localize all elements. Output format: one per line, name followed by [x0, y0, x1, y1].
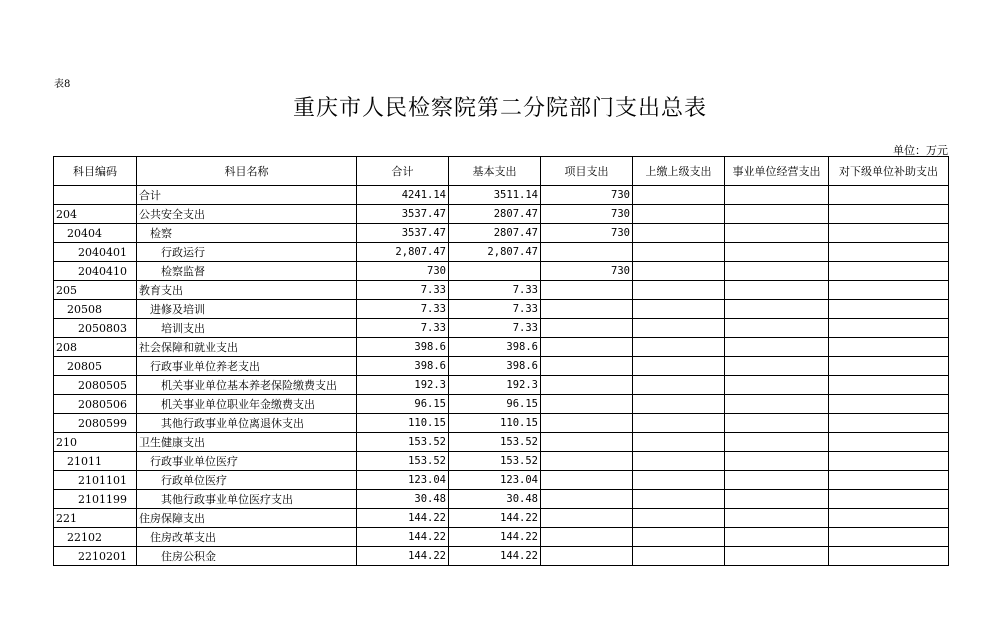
- cell-code: 20805: [54, 357, 137, 376]
- cell-subsidy: [829, 281, 949, 300]
- cell-business: [725, 547, 829, 566]
- cell-basic: 144.22: [449, 509, 541, 528]
- table-row: [54, 338, 949, 357]
- cell-upper: [633, 528, 725, 547]
- cell-code: 2080505: [54, 376, 137, 395]
- cell-business: [725, 471, 829, 490]
- cell-subsidy: [829, 528, 949, 547]
- table-row: [54, 357, 949, 376]
- cell-project: [541, 338, 633, 357]
- cell-subsidy: [829, 471, 949, 490]
- cell-project: [541, 300, 633, 319]
- cell-business: [725, 376, 829, 395]
- cell-business: [725, 281, 829, 300]
- cell-total: 144.22: [357, 509, 449, 528]
- cell-name: 行政运行: [137, 243, 357, 262]
- table-row: [54, 547, 949, 566]
- cell-subsidy: [829, 452, 949, 471]
- cell-project: [541, 528, 633, 547]
- cell-code: 2040401: [54, 243, 137, 262]
- cell-total: 153.52: [357, 452, 449, 471]
- cell-business: [725, 357, 829, 376]
- col-header-subsidy: 对下级单位补助支出: [829, 157, 949, 186]
- unit-label: 单位：万元: [893, 144, 948, 157]
- table-row: [54, 414, 949, 433]
- cell-name: 住房保障支出: [137, 509, 357, 528]
- cell-code: 204: [54, 205, 137, 224]
- cell-total: 123.04: [357, 471, 449, 490]
- cell-basic: 153.52: [449, 433, 541, 452]
- cell-upper: [633, 338, 725, 357]
- cell-subsidy: [829, 186, 949, 205]
- cell-total: 7.33: [357, 281, 449, 300]
- cell-code: 2101199: [54, 490, 137, 509]
- cell-business: [725, 186, 829, 205]
- page-title: 重庆市人民检察院第二分院部门支出总表: [292, 96, 707, 121]
- cell-upper: [633, 395, 725, 414]
- cell-basic: 7.33: [449, 300, 541, 319]
- cell-total: 4241.14: [357, 186, 449, 205]
- cell-basic: 398.6: [449, 338, 541, 357]
- cell-subsidy: [829, 414, 949, 433]
- cell-total: 144.22: [357, 547, 449, 566]
- cell-total: 398.6: [357, 338, 449, 357]
- cell-name: 检察: [137, 224, 357, 243]
- cell-subsidy: [829, 509, 949, 528]
- cell-upper: [633, 414, 725, 433]
- cell-business: [725, 433, 829, 452]
- cell-name: 社会保障和就业支出: [137, 338, 357, 357]
- cell-name: 住房公积金: [137, 547, 357, 566]
- cell-name: 行政事业单位养老支出: [137, 357, 357, 376]
- cell-name: 进修及培训: [137, 300, 357, 319]
- cell-business: [725, 262, 829, 281]
- cell-business: [725, 338, 829, 357]
- cell-name: 卫生健康支出: [137, 433, 357, 452]
- cell-upper: [633, 186, 725, 205]
- cell-total: 7.33: [357, 319, 449, 338]
- cell-basic: 7.33: [449, 319, 541, 338]
- cell-upper: [633, 547, 725, 566]
- cell-total: 96.15: [357, 395, 449, 414]
- cell-subsidy: [829, 224, 949, 243]
- cell-subsidy: [829, 243, 949, 262]
- cell-upper: [633, 357, 725, 376]
- cell-business: [725, 395, 829, 414]
- cell-upper: [633, 243, 725, 262]
- cell-name: 培训支出: [137, 319, 357, 338]
- cell-business: [725, 243, 829, 262]
- cell-project: [541, 281, 633, 300]
- cell-subsidy: [829, 300, 949, 319]
- cell-subsidy: [829, 490, 949, 509]
- cell-business: [725, 452, 829, 471]
- table-row: [54, 205, 949, 224]
- cell-total: 3537.47: [357, 224, 449, 243]
- cell-code: 2040410: [54, 262, 137, 281]
- cell-code: 210: [54, 433, 137, 452]
- cell-basic: 123.04: [449, 471, 541, 490]
- table-row: [54, 528, 949, 547]
- table-row: [54, 452, 949, 471]
- cell-code: 2050803: [54, 319, 137, 338]
- cell-project: 730: [541, 205, 633, 224]
- col-header-business: 事业单位经营支出: [725, 157, 829, 186]
- cell-basic: 110.15: [449, 414, 541, 433]
- cell-basic: 30.48: [449, 490, 541, 509]
- cell-business: [725, 490, 829, 509]
- cell-upper: [633, 490, 725, 509]
- table-row: [54, 300, 949, 319]
- cell-business: [725, 509, 829, 528]
- cell-business: [725, 414, 829, 433]
- cell-total: 3537.47: [357, 205, 449, 224]
- cell-code: 205: [54, 281, 137, 300]
- cell-code: 2210201: [54, 547, 137, 566]
- table-row: [54, 281, 949, 300]
- cell-business: [725, 300, 829, 319]
- cell-basic: 3511.14: [449, 186, 541, 205]
- cell-code: 221: [54, 509, 137, 528]
- cell-business: [725, 205, 829, 224]
- cell-project: [541, 452, 633, 471]
- cell-code: 22102: [54, 528, 137, 547]
- cell-total: 30.48: [357, 490, 449, 509]
- col-header-name: 科目名称: [137, 157, 357, 186]
- cell-name: 机关事业单位基本养老保险缴费支出: [137, 376, 357, 395]
- cell-code: 2080506: [54, 395, 137, 414]
- cell-total: 153.52: [357, 433, 449, 452]
- cell-project: [541, 243, 633, 262]
- cell-project: [541, 547, 633, 566]
- cell-upper: [633, 281, 725, 300]
- cell-basic: [449, 262, 541, 281]
- cell-project: 730: [541, 186, 633, 205]
- cell-total: 730: [357, 262, 449, 281]
- cell-subsidy: [829, 319, 949, 338]
- cell-basic: 2,807.47: [449, 243, 541, 262]
- cell-code: 2080599: [54, 414, 137, 433]
- cell-name: 其他行政事业单位离退休支出: [137, 414, 357, 433]
- cell-upper: [633, 262, 725, 281]
- cell-basic: 144.22: [449, 547, 541, 566]
- cell-name: 其他行政事业单位医疗支出: [137, 490, 357, 509]
- cell-total: 192.3: [357, 376, 449, 395]
- cell-name: 检察监督: [137, 262, 357, 281]
- col-header-total: 合计: [357, 157, 449, 186]
- cell-project: [541, 471, 633, 490]
- cell-name: 行政单位医疗: [137, 471, 357, 490]
- cell-upper: [633, 376, 725, 395]
- cell-upper: [633, 433, 725, 452]
- cell-project: [541, 433, 633, 452]
- cell-basic: 2807.47: [449, 224, 541, 243]
- table-row: [54, 433, 949, 452]
- table-row: [54, 395, 949, 414]
- cell-project: [541, 509, 633, 528]
- cell-upper: [633, 205, 725, 224]
- col-header-project: 项目支出: [541, 157, 633, 186]
- cell-subsidy: [829, 338, 949, 357]
- cell-business: [725, 319, 829, 338]
- cell-basic: 2807.47: [449, 205, 541, 224]
- cell-upper: [633, 452, 725, 471]
- cell-subsidy: [829, 262, 949, 281]
- cell-business: [725, 224, 829, 243]
- cell-total: 110.15: [357, 414, 449, 433]
- cell-total: 144.22: [357, 528, 449, 547]
- table-row: [54, 243, 949, 262]
- header-row: [54, 157, 949, 186]
- cell-project: [541, 395, 633, 414]
- cell-total: 7.33: [357, 300, 449, 319]
- cell-upper: [633, 509, 725, 528]
- table-row: [54, 186, 949, 205]
- cell-project: [541, 414, 633, 433]
- table-number: 表8: [54, 79, 71, 90]
- cell-project: [541, 490, 633, 509]
- cell-basic: 398.6: [449, 357, 541, 376]
- cell-upper: [633, 319, 725, 338]
- cell-name: 机关事业单位职业年金缴费支出: [137, 395, 357, 414]
- cell-name: 教育支出: [137, 281, 357, 300]
- cell-basic: 192.3: [449, 376, 541, 395]
- cell-code: 20404: [54, 224, 137, 243]
- cell-upper: [633, 300, 725, 319]
- cell-project: 730: [541, 262, 633, 281]
- cell-project: [541, 376, 633, 395]
- table-row: [54, 224, 949, 243]
- cell-business: [725, 528, 829, 547]
- table-row: [54, 262, 949, 281]
- cell-total: 2,807.47: [357, 243, 449, 262]
- cell-subsidy: [829, 357, 949, 376]
- cell-project: 730: [541, 224, 633, 243]
- expenditure-table: [53, 156, 949, 566]
- cell-name: 公共安全支出: [137, 205, 357, 224]
- table-row: [54, 471, 949, 490]
- cell-upper: [633, 224, 725, 243]
- table-row: [54, 509, 949, 528]
- cell-basic: 7.33: [449, 281, 541, 300]
- cell-subsidy: [829, 433, 949, 452]
- cell-subsidy: [829, 376, 949, 395]
- cell-code: 208: [54, 338, 137, 357]
- cell-total: 398.6: [357, 357, 449, 376]
- cell-name: 住房改革支出: [137, 528, 357, 547]
- col-header-code: 科目编码: [54, 157, 137, 186]
- cell-basic: 96.15: [449, 395, 541, 414]
- table-row: [54, 490, 949, 509]
- cell-subsidy: [829, 205, 949, 224]
- cell-name: 行政事业单位医疗: [137, 452, 357, 471]
- cell-code: 21011: [54, 452, 137, 471]
- cell-name: 合计: [137, 186, 357, 205]
- cell-upper: [633, 471, 725, 490]
- cell-basic: 153.52: [449, 452, 541, 471]
- table-row: [54, 376, 949, 395]
- col-header-basic: 基本支出: [449, 157, 541, 186]
- cell-subsidy: [829, 547, 949, 566]
- table-row: [54, 319, 949, 338]
- cell-code: 2101101: [54, 471, 137, 490]
- cell-project: [541, 357, 633, 376]
- col-header-upper: 上缴上级支出: [633, 157, 725, 186]
- cell-subsidy: [829, 395, 949, 414]
- cell-code: 20508: [54, 300, 137, 319]
- cell-project: [541, 319, 633, 338]
- cell-basic: 144.22: [449, 528, 541, 547]
- cell-code: [54, 186, 137, 205]
